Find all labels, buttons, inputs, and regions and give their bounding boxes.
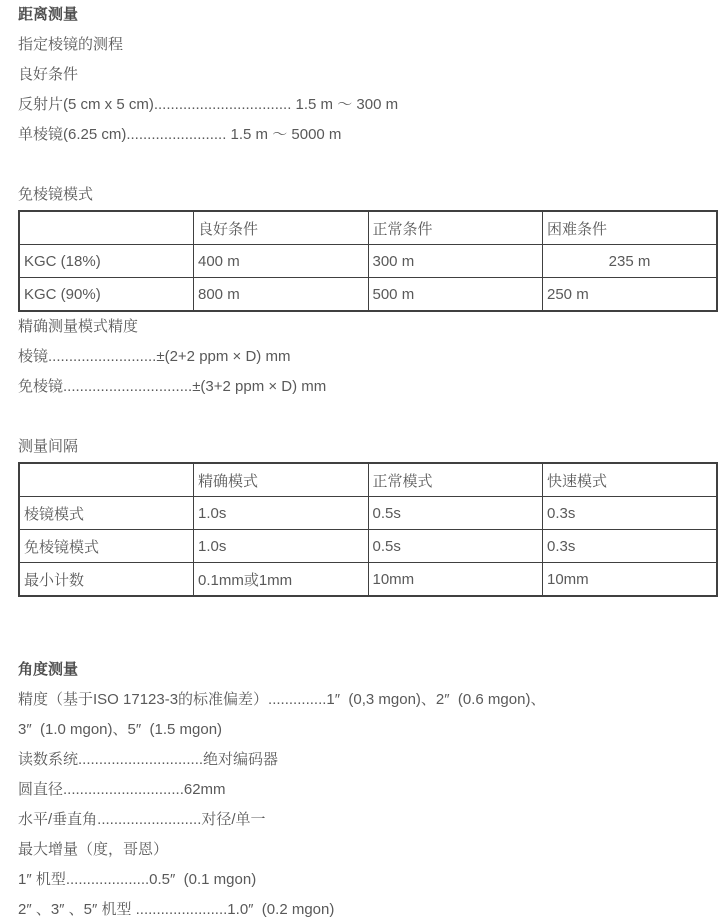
spec-line-max-increment: 最大增量（度，哥恩） [18, 841, 169, 858]
spec-line-interval-heading: 测量间隔 [18, 438, 79, 455]
table-header-cell [19, 211, 194, 245]
table-header-cell: 正常模式 [368, 463, 543, 497]
table-cell: 0.5s [368, 497, 543, 530]
table-cell: 800 m [194, 278, 369, 312]
table-header-row [19, 211, 717, 245]
table-cell: 0.3s [543, 530, 718, 563]
table-header-cell: 困难条件 [543, 211, 718, 245]
table-header-cell: 快速模式 [543, 463, 718, 497]
table-cell: 0.5s [368, 530, 543, 563]
spec-line-prism-range: 指定棱镜的测程 [18, 36, 124, 53]
table-cell: 1.0s [194, 530, 369, 563]
table-cell: 1.0s [194, 497, 369, 530]
table-row [19, 278, 717, 312]
section-heading-angle: 角度测量 [18, 661, 79, 678]
table-header-cell [19, 463, 194, 497]
spec-line-hz-vz-angle: 水平/垂直角.........................对径/单一 [18, 811, 266, 828]
spec-line-angle-accuracy-1: 精度（基于ISO 17123-3的标准偏差）..............1″ (0,3 mgon)、2″ (0.6 mgon)、 [18, 691, 546, 708]
table-row [19, 497, 717, 530]
table-cell: 0.3s [543, 497, 718, 530]
spec-line-circle-diameter: 圆直径.............................62mm [18, 781, 226, 798]
blank-line [18, 150, 718, 180]
table-cell: 10mm [543, 563, 718, 597]
table-cell: 免棱镜模式 [19, 530, 194, 563]
table-row [19, 563, 717, 597]
spec-line-model-2s-3s-5s: 2″ 、3″ 、5″ 机型 ......................1.0″ (0.2 mgon) [18, 901, 335, 918]
table-cell: 500 m [368, 278, 543, 312]
table-cell: 400 m [194, 245, 369, 278]
table-header-cell: 精确模式 [194, 463, 369, 497]
table-header-row [19, 463, 717, 497]
spec-line-reflectorless-accuracy: 免棱镜...............................±(3+2 ppm × D) mm [18, 378, 327, 395]
spec-line-reflectorless-label: 免棱镜模式 [18, 186, 94, 203]
spec-line-reading-system: 读数系统..............................绝对编码器 [18, 751, 279, 768]
spec-line-angle-accuracy-2: 3″ (1.0 mgon)、5″ (1.5 mgon) [18, 721, 223, 738]
spec-line-prism-accuracy: 棱镜..........................±(2+2 ppm × D) mm [18, 348, 291, 365]
table-cell: 棱镜模式 [19, 497, 194, 530]
table-header-cell: 正常条件 [368, 211, 543, 245]
spec-line-single-prism: 单棱镜(6.25 cm)........................ 1.5 m ～ 5000 m [18, 126, 342, 143]
table-row [19, 530, 717, 563]
measurement-interval-table [18, 462, 718, 597]
table-cell: 300 m [368, 245, 543, 278]
reflectorless-range-table [18, 210, 718, 312]
spec-line-precision-heading: 精确测量模式精度 [18, 318, 139, 335]
table-cell: 0.1mm或1mm [194, 563, 369, 597]
table-cell: 250 m [543, 278, 718, 312]
blank-line [18, 402, 718, 432]
blank-block [18, 597, 718, 655]
table-cell: 最小计数 [19, 563, 194, 597]
table-row [19, 245, 717, 278]
table-header-cell: 良好条件 [194, 211, 369, 245]
table-cell: KGC (18%) [19, 245, 194, 278]
spec-line-reflective-sheet: 反射片(5 cm x 5 cm)................................. 1.5 m ～ 300 m [18, 96, 399, 113]
spec-line-model-1s: 1″ 机型....................0.5″ (0.1 mgon) [18, 871, 257, 888]
section-heading-distance: 距离测量 [18, 6, 79, 23]
table-cell: 10mm [368, 563, 543, 597]
spec-line-good-conditions: 良好条件 [18, 66, 79, 83]
table-cell: 235 m [543, 245, 718, 278]
table-cell: KGC (90%) [19, 278, 194, 312]
